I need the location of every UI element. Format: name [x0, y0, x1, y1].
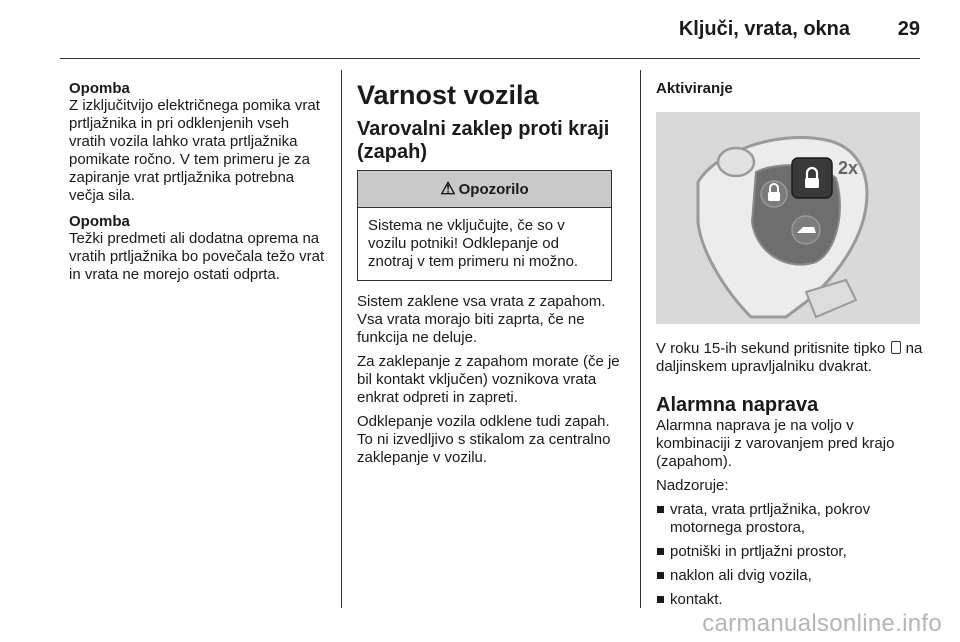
- key-fob-illustration: [656, 112, 920, 324]
- note-text: Težki predmeti ali dodatna oprema na vratih prtljažnika bo povečala težo vrat in vrata ne morejo ostati odprta.: [69, 230, 325, 283]
- warning-box: [357, 170, 612, 281]
- bullet-list: [656, 501, 924, 609]
- paragraph: Nadzoruje:: [656, 477, 729, 494]
- bullet-square-icon: [657, 506, 664, 513]
- paragraph-text: na daljinskem upravljalniku dvakrat.: [656, 340, 923, 375]
- note-heading: Opomba: [69, 213, 130, 230]
- bullet-square-icon: [657, 572, 664, 579]
- column-right: [656, 80, 924, 615]
- warning-text: Sistema ne vključujte, če so v vozilu potniki! Odklepanje od znotraj v tem primeru ni možno.: [368, 217, 579, 270]
- figure-label: 2x: [838, 158, 859, 178]
- note-heading: Opomba: [69, 80, 130, 97]
- warning-triangle-icon: ⚠: [440, 179, 456, 198]
- list-item: naklon ali dvig vozila,: [656, 567, 924, 585]
- page-header: [60, 18, 920, 58]
- watermark: carmanualsonline.info: [702, 610, 942, 637]
- paragraph: Sistem zaklene vsa vrata z zapahom. Vsa vrata morajo biti zaprta, če ne funkcija ne deluje.: [357, 293, 606, 346]
- bullet-square-icon: [657, 596, 664, 603]
- lock-icon: [891, 341, 901, 354]
- list-item: vrata, vrata prtljažnika, pokrov motornega prostora,: [656, 501, 924, 537]
- paragraph: [656, 340, 924, 376]
- section-heading: Varnost vozila: [357, 80, 539, 110]
- list-item: kontakt.: [656, 591, 924, 609]
- page-number: 29: [897, 18, 920, 40]
- paragraph: Za zaklepanje z zapahom morate (če je bil kontakt vključen) voznikova vrata enkrat odpreti in zapreti.: [357, 353, 620, 406]
- warning-header: [358, 171, 611, 208]
- header-divider: [60, 58, 920, 59]
- column-divider: [640, 70, 641, 608]
- subsection-heading: Varovalni zaklep proti kraji (zapah): [357, 118, 610, 163]
- column-middle: [357, 80, 627, 467]
- warning-title: Opozorilo: [458, 180, 529, 198]
- list-item: potniški in prtljažni prostor,: [656, 543, 924, 561]
- bullet-square-icon: [657, 548, 664, 555]
- paragraph-text: V roku 15-ih sekund pritisnite tipko: [656, 340, 886, 357]
- page-title: Ključi, vrata, okna: [678, 18, 850, 40]
- column-left: [69, 80, 325, 284]
- section-heading: Alarmna naprava: [656, 394, 819, 416]
- column-divider: [341, 70, 342, 608]
- note-text: Z izključitvijo električnega pomika vrat prtljažnika in pri odklenjenih vseh vratih vozila lahko vrata prtljažnika pomikate ročno. V tem primeru je za zapiranje vrat prtljažnika potrebna večja sila.: [69, 97, 320, 204]
- paragraph: Odklepanje vozila odklene tudi zapah. To ni izvedljivo s stikalom za centralno zaklepanje v vozilu.: [357, 413, 611, 466]
- paragraph: Alarmna naprava je na voljo v kombinaciji z varovanjem pred krajo (zapahom).: [656, 417, 895, 470]
- section-heading: Aktiviranje: [656, 80, 733, 97]
